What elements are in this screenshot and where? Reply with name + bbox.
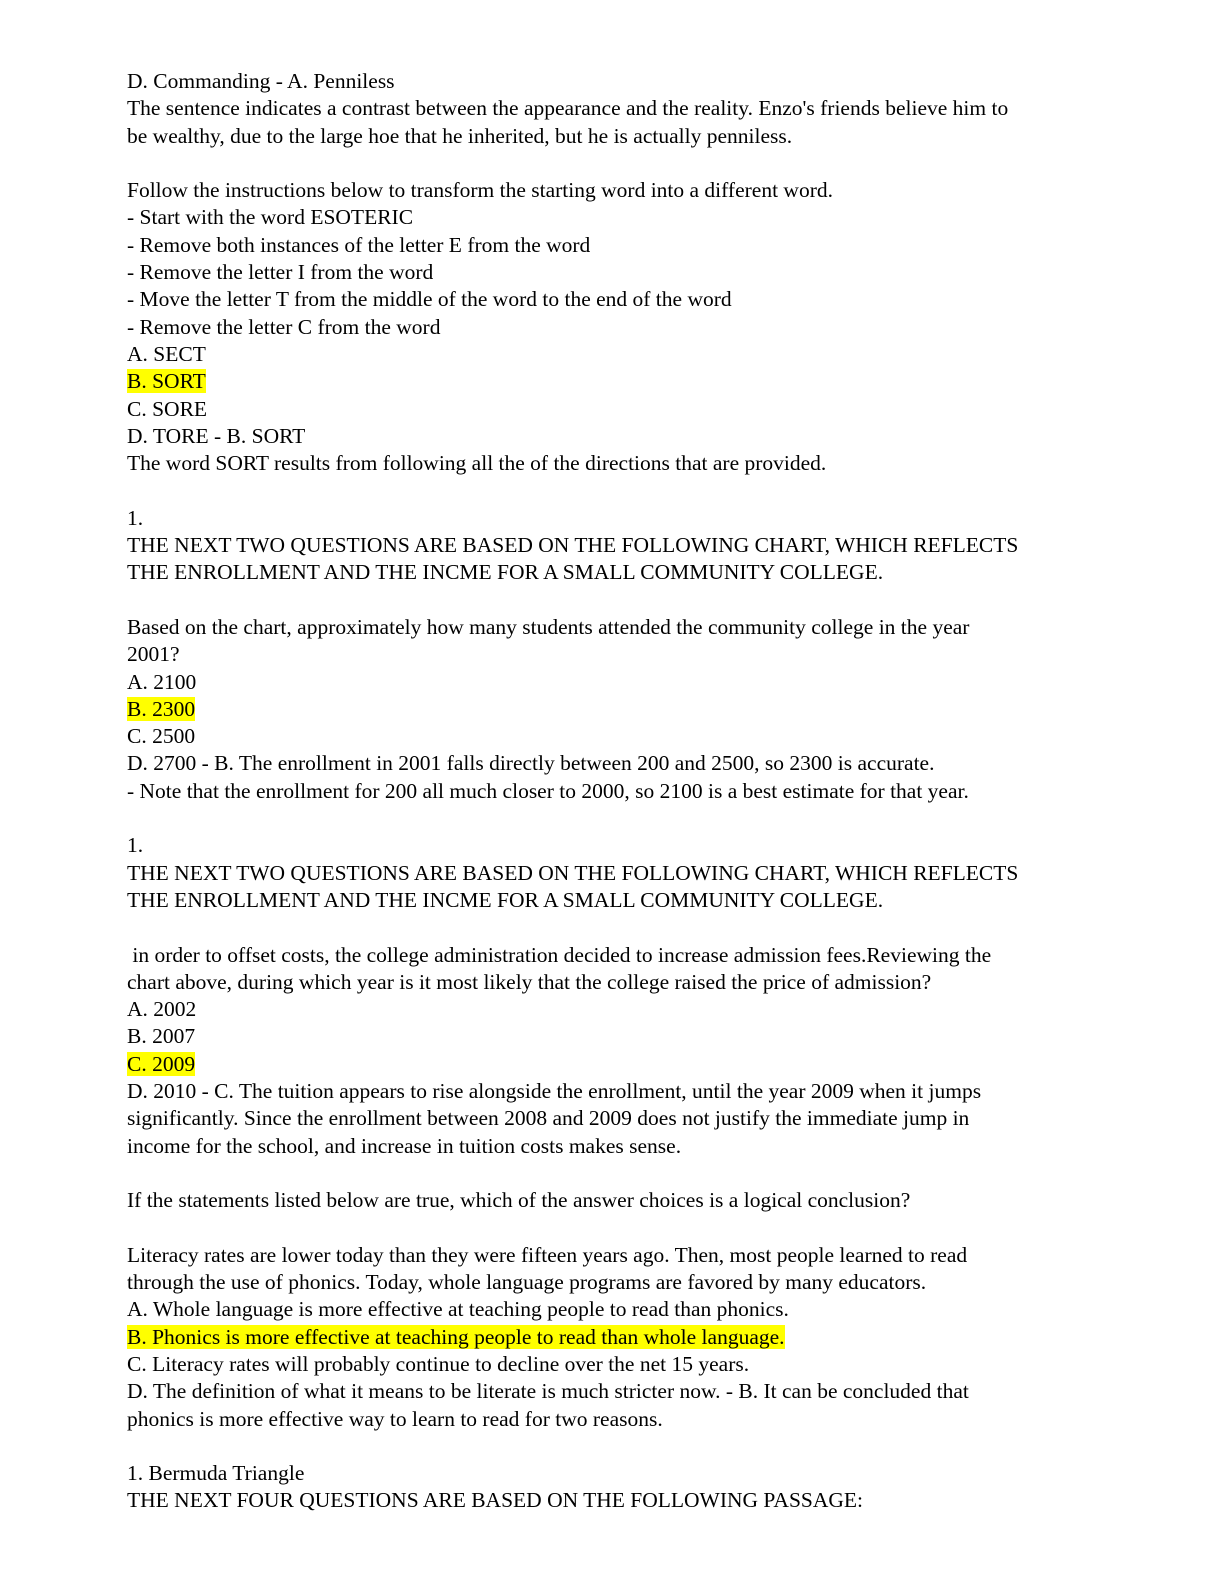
instruction-step: - Remove both instances of the letter E from the word xyxy=(127,232,591,257)
passage-title: 1. Bermuda Triangle xyxy=(127,1461,305,1486)
question-intro: Follow the instructions below to transform the starting word into a different word. xyxy=(127,178,833,203)
spacer xyxy=(127,150,1127,177)
question-number: 1. xyxy=(127,833,144,858)
option-b-highlighted: B. 2300 xyxy=(127,696,196,721)
instruction-step: - Start with the word ESOTERIC xyxy=(127,205,414,230)
section-header: THE ENROLLMENT AND THE INCME FOR A SMALL COMMUNITY COLLEGE. xyxy=(127,887,884,912)
instruction-step: - Move the letter T from the middle of the word to the end of the word xyxy=(127,287,732,312)
explanation-line: The sentence indicates a contrast between the appearance and the reality. Enzo's friends believe him to xyxy=(127,96,1009,121)
option-a: A. 2100 xyxy=(127,669,197,694)
section-header: THE ENROLLMENT AND THE INCME FOR A SMALL COMMUNITY COLLEGE. xyxy=(127,560,884,585)
spacer xyxy=(127,1214,1127,1241)
explanation-line: The word SORT results from following all the of the directions that are provided. xyxy=(127,451,827,476)
question-text: in order to offset costs, the college administration decided to increase admission fees.Reviewing the xyxy=(127,942,992,967)
spacer xyxy=(127,805,1127,832)
option-b: B. 2007 xyxy=(127,1024,196,1049)
section-header: THE NEXT FOUR QUESTIONS ARE BASED ON THE FOLLOWING PASSAGE: xyxy=(127,1488,864,1513)
option-c: C. SORE xyxy=(127,396,208,421)
option-a: A. 2002 xyxy=(127,997,197,1022)
option-c-highlighted: C. 2009 xyxy=(127,1051,196,1076)
spacer xyxy=(127,1433,1127,1460)
option-b-highlighted: B. Phonics is more effective at teaching people to read than whole language. xyxy=(127,1324,785,1349)
document-page xyxy=(127,68,1127,1515)
question-number: 1. xyxy=(127,505,144,530)
option-d: D. 2010 - C. The tuition appears to rise alongside the enrollment, until the year 2009 when it jumps xyxy=(127,1078,982,1103)
option-d: D. The definition of what it means to be literate is much stricter now. - B. It can be concluded that xyxy=(127,1379,969,1404)
option-c: C. 2500 xyxy=(127,724,196,749)
explanation-line: be wealthy, due to the large hoe that he inherited, but he is actually penniless. xyxy=(127,123,793,148)
option-a: A. SECT xyxy=(127,341,206,366)
explanation-line: phonics is more effective way to learn to read for two reasons. xyxy=(127,1406,663,1431)
question-text: Based on the chart, approximately how many students attended the community college in the year xyxy=(127,614,970,639)
spacer xyxy=(127,914,1127,941)
option-d: D. TORE - B. SORT xyxy=(127,423,306,448)
explanation-note: - Note that the enrollment for 200 all much closer to 2000, so 2100 is a best estimate for that year. xyxy=(127,778,969,803)
option-b-highlighted: B. SORT xyxy=(127,369,206,394)
spacer xyxy=(127,1160,1127,1187)
passage-line: Literacy rates are lower today than they were fifteen years ago. Then, most people learned to read xyxy=(127,1242,968,1267)
option-c: C. Literacy rates will probably continue to decline over the net 15 years. xyxy=(127,1351,750,1376)
question-text: If the statements listed below are true, which of the answer choices is a logical conclusion? xyxy=(127,1188,911,1213)
explanation-line: income for the school, and increase in tuition costs makes sense. xyxy=(127,1133,682,1158)
answer-line: D. Commanding - A. Penniless xyxy=(127,69,395,93)
question-text: 2001? xyxy=(127,642,180,667)
explanation-line: significantly. Since the enrollment between 2008 and 2009 does not justify the immediate jump in xyxy=(127,1106,970,1131)
question-text: chart above, during which year is it most likely that the college raised the price of admission? xyxy=(127,969,932,994)
section-header: THE NEXT TWO QUESTIONS ARE BASED ON THE FOLLOWING CHART, WHICH REFLECTS xyxy=(127,533,1019,558)
section-header: THE NEXT TWO QUESTIONS ARE BASED ON THE FOLLOWING CHART, WHICH REFLECTS xyxy=(127,860,1019,885)
spacer xyxy=(127,587,1127,614)
instruction-step: - Remove the letter I from the word xyxy=(127,260,434,285)
instruction-step: - Remove the letter C from the word xyxy=(127,314,441,339)
passage-line: through the use of phonics. Today, whole language programs are favored by many educators. xyxy=(127,1270,927,1295)
option-a: A. Whole language is more effective at teaching people to read than phonics. xyxy=(127,1297,789,1322)
option-d: D. 2700 - B. The enrollment in 2001 falls directly between 200 and 2500, so 2300 is accurate. xyxy=(127,751,935,776)
spacer xyxy=(127,477,1127,504)
